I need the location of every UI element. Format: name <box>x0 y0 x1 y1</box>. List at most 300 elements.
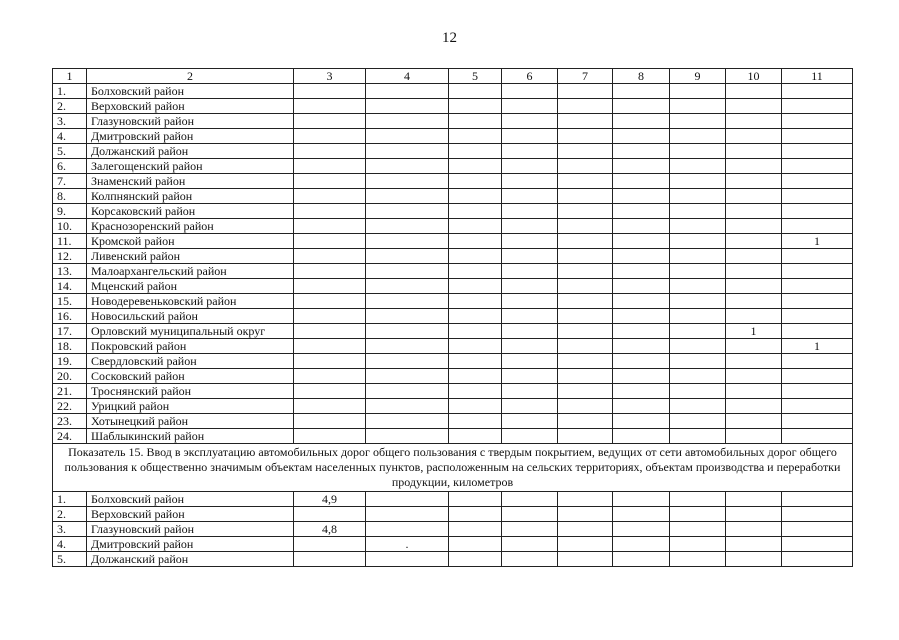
value-cell <box>366 522 449 537</box>
value-cell <box>449 174 502 189</box>
table-row <box>53 429 853 444</box>
value-cell <box>726 414 782 429</box>
value-cell <box>558 204 613 219</box>
row-number: 16. <box>53 309 87 324</box>
value-cell <box>782 204 853 219</box>
value-cell <box>726 174 782 189</box>
row-number: 10. <box>53 219 87 234</box>
value-cell <box>726 264 782 279</box>
value-cell <box>449 234 502 249</box>
value-cell <box>366 249 449 264</box>
value-cell <box>726 84 782 99</box>
value-cell <box>294 249 366 264</box>
value-cell <box>502 492 558 507</box>
value-cell <box>366 354 449 369</box>
value-cell <box>449 522 502 537</box>
value-cell <box>726 537 782 552</box>
row-number: 4. <box>53 129 87 144</box>
district-name: Знаменский район <box>87 174 294 189</box>
table-row <box>53 174 853 189</box>
value-cell <box>294 234 366 249</box>
value-cell <box>613 552 670 567</box>
value-cell <box>726 294 782 309</box>
value-cell <box>294 129 366 144</box>
value-cell <box>613 369 670 384</box>
value-cell <box>782 174 853 189</box>
value-cell <box>670 279 726 294</box>
district-name: Глазуновский район <box>87 114 294 129</box>
value-cell <box>670 429 726 444</box>
value-cell <box>558 369 613 384</box>
value-cell <box>449 492 502 507</box>
value-cell <box>613 339 670 354</box>
row-number: 21. <box>53 384 87 399</box>
value-cell <box>670 414 726 429</box>
value-cell <box>558 552 613 567</box>
value-cell <box>613 99 670 114</box>
value-cell <box>449 537 502 552</box>
value-cell <box>502 294 558 309</box>
value-cell <box>670 249 726 264</box>
value-cell <box>449 507 502 522</box>
value-cell <box>613 144 670 159</box>
value-cell <box>558 279 613 294</box>
value-cell <box>613 159 670 174</box>
district-name: Верховский район <box>87 99 294 114</box>
value-cell <box>726 339 782 354</box>
value-cell <box>558 174 613 189</box>
district-name: Сосковский район <box>87 369 294 384</box>
value-cell <box>726 159 782 174</box>
district-name: Корсаковский район <box>87 204 294 219</box>
data-table <box>52 68 853 567</box>
value-cell <box>294 324 366 339</box>
value-cell <box>613 354 670 369</box>
value-cell <box>449 369 502 384</box>
value-cell <box>366 159 449 174</box>
value-cell <box>782 99 853 114</box>
row-number: 2. <box>53 507 87 522</box>
row-number: 14. <box>53 279 87 294</box>
value-cell <box>558 219 613 234</box>
value-cell <box>294 537 366 552</box>
value-cell <box>670 324 726 339</box>
value-cell <box>782 249 853 264</box>
value-cell <box>613 129 670 144</box>
table-row <box>53 414 853 429</box>
district-name: Малоархангельский район <box>87 264 294 279</box>
value-cell <box>558 399 613 414</box>
value-cell <box>294 369 366 384</box>
value-cell <box>366 552 449 567</box>
district-name: Троснянский район <box>87 384 294 399</box>
row-number: 22. <box>53 399 87 414</box>
value-cell <box>670 369 726 384</box>
value-cell: 1 <box>782 234 853 249</box>
value-cell <box>366 294 449 309</box>
value-cell <box>782 522 853 537</box>
value-cell: 1 <box>726 324 782 339</box>
value-cell <box>613 249 670 264</box>
value-cell <box>558 99 613 114</box>
row-number: 11. <box>53 234 87 249</box>
row-number: 4. <box>53 537 87 552</box>
row-number: 19. <box>53 354 87 369</box>
value-cell <box>613 414 670 429</box>
value-cell <box>294 507 366 522</box>
value-cell <box>613 309 670 324</box>
column-number: 10 <box>726 69 782 84</box>
section-title: Показатель 15. Ввод в эксплуатацию автомобильных дорог общего пользования с твердым покрытием, ведущих от сети автомобильных дорог общего пользования к общественно значимым объектам населенных пунктов, расположенным на сельских территориях, объектам производства и переработки продукции, километров <box>53 444 853 492</box>
value-cell <box>502 84 558 99</box>
district-name: Краснозоренский район <box>87 219 294 234</box>
value-cell <box>782 429 853 444</box>
column-number: 8 <box>613 69 670 84</box>
value-cell <box>449 144 502 159</box>
value-cell <box>449 249 502 264</box>
row-number: 15. <box>53 294 87 309</box>
value-cell <box>502 264 558 279</box>
value-cell <box>670 189 726 204</box>
value-cell <box>782 159 853 174</box>
value-cell <box>502 369 558 384</box>
table-row <box>53 99 853 114</box>
row-number: 24. <box>53 429 87 444</box>
value-cell <box>366 219 449 234</box>
district-name: Хотынецкий район <box>87 414 294 429</box>
district-name: Свердловский район <box>87 354 294 369</box>
value-cell <box>782 294 853 309</box>
value-cell <box>294 294 366 309</box>
row-number: 20. <box>53 369 87 384</box>
value-cell <box>726 492 782 507</box>
value-cell <box>613 429 670 444</box>
value-cell <box>782 114 853 129</box>
district-name: Новодеревеньковский район <box>87 294 294 309</box>
value-cell <box>670 204 726 219</box>
value-cell <box>294 552 366 567</box>
value-cell <box>558 507 613 522</box>
value-cell <box>670 537 726 552</box>
value-cell <box>294 264 366 279</box>
value-cell <box>613 324 670 339</box>
value-cell <box>294 399 366 414</box>
district-name: Новосильский район <box>87 309 294 324</box>
value-cell <box>366 309 449 324</box>
value-cell <box>502 279 558 294</box>
value-cell <box>670 309 726 324</box>
value-cell <box>502 99 558 114</box>
value-cell <box>502 354 558 369</box>
value-cell <box>294 429 366 444</box>
value-cell <box>613 264 670 279</box>
row-number: 18. <box>53 339 87 354</box>
district-name: Верховский район <box>87 507 294 522</box>
value-cell <box>726 399 782 414</box>
value-cell <box>613 234 670 249</box>
value-cell <box>294 114 366 129</box>
value-cell <box>366 384 449 399</box>
value-cell <box>726 369 782 384</box>
value-cell <box>726 429 782 444</box>
value-cell <box>670 129 726 144</box>
value-cell <box>613 507 670 522</box>
value-cell <box>502 339 558 354</box>
value-cell <box>782 189 853 204</box>
value-cell <box>782 84 853 99</box>
district-name: Дмитровский район <box>87 537 294 552</box>
value-cell <box>726 204 782 219</box>
district-name: Должанский район <box>87 552 294 567</box>
value-cell <box>613 522 670 537</box>
value-cell <box>726 129 782 144</box>
value-cell <box>558 189 613 204</box>
table-row <box>53 384 853 399</box>
value-cell <box>449 219 502 234</box>
value-cell <box>613 204 670 219</box>
district-name: Болховский район <box>87 84 294 99</box>
district-name: Орловский муниципальный округ <box>87 324 294 339</box>
district-name: Шаблыкинский район <box>87 429 294 444</box>
value-cell <box>366 429 449 444</box>
value-cell <box>449 354 502 369</box>
value-cell <box>726 384 782 399</box>
value-cell <box>670 552 726 567</box>
value-cell <box>449 552 502 567</box>
value-cell <box>449 429 502 444</box>
value-cell <box>558 129 613 144</box>
value-cell: 1 <box>782 339 853 354</box>
value-cell <box>670 339 726 354</box>
value-cell <box>670 399 726 414</box>
value-cell <box>613 294 670 309</box>
value-cell <box>294 279 366 294</box>
value-cell <box>502 537 558 552</box>
table-row <box>53 309 853 324</box>
value-cell <box>670 84 726 99</box>
value-cell <box>782 264 853 279</box>
value-cell <box>782 309 853 324</box>
table-row <box>53 354 853 369</box>
value-cell <box>502 309 558 324</box>
value-cell <box>558 429 613 444</box>
value-cell <box>670 492 726 507</box>
value-cell <box>558 159 613 174</box>
value-cell <box>502 552 558 567</box>
value-cell <box>449 414 502 429</box>
district-name: Болховский район <box>87 492 294 507</box>
value-cell <box>670 384 726 399</box>
value-cell <box>670 174 726 189</box>
value-cell <box>782 384 853 399</box>
value-cell <box>558 414 613 429</box>
value-cell <box>613 384 670 399</box>
table-row <box>53 219 853 234</box>
value-cell <box>613 537 670 552</box>
value-cell <box>726 354 782 369</box>
value-cell <box>613 279 670 294</box>
value-cell <box>449 324 502 339</box>
value-cell <box>366 114 449 129</box>
row-number: 1. <box>53 492 87 507</box>
value-cell <box>558 84 613 99</box>
value-cell <box>726 522 782 537</box>
value-cell <box>502 399 558 414</box>
table-row <box>53 249 853 264</box>
value-cell <box>670 234 726 249</box>
value-cell <box>366 204 449 219</box>
value-cell <box>670 144 726 159</box>
value-cell <box>449 204 502 219</box>
table-row <box>53 159 853 174</box>
row-number: 1. <box>53 84 87 99</box>
value-cell <box>782 144 853 159</box>
column-number: 3 <box>294 69 366 84</box>
value-cell <box>558 144 613 159</box>
column-number: 9 <box>670 69 726 84</box>
value-cell <box>366 339 449 354</box>
value-cell <box>502 129 558 144</box>
value-cell <box>726 279 782 294</box>
row-number: 9. <box>53 204 87 219</box>
table-row <box>53 144 853 159</box>
table-row <box>53 552 853 567</box>
value-cell <box>449 129 502 144</box>
value-cell <box>294 174 366 189</box>
value-cell <box>613 219 670 234</box>
value-cell <box>449 189 502 204</box>
value-cell <box>366 507 449 522</box>
table-row <box>53 189 853 204</box>
value-cell <box>726 507 782 522</box>
value-cell <box>670 354 726 369</box>
value-cell <box>502 507 558 522</box>
value-cell <box>366 174 449 189</box>
value-cell <box>782 219 853 234</box>
value-cell <box>502 159 558 174</box>
value-cell <box>366 279 449 294</box>
row-number: 5. <box>53 144 87 159</box>
value-cell <box>558 537 613 552</box>
value-cell <box>449 309 502 324</box>
value-cell <box>670 114 726 129</box>
value-cell <box>366 99 449 114</box>
value-cell <box>294 339 366 354</box>
value-cell <box>449 99 502 114</box>
value-cell <box>294 384 366 399</box>
value-cell <box>502 384 558 399</box>
value-cell <box>558 114 613 129</box>
district-name: Урицкий район <box>87 399 294 414</box>
row-number: 12. <box>53 249 87 264</box>
value-cell <box>294 204 366 219</box>
row-number: 17. <box>53 324 87 339</box>
value-cell <box>558 522 613 537</box>
column-number-row <box>53 69 853 84</box>
table-row <box>53 399 853 414</box>
value-cell <box>670 99 726 114</box>
value-cell <box>502 429 558 444</box>
value-cell <box>502 219 558 234</box>
value-cell <box>726 309 782 324</box>
table-row <box>53 264 853 279</box>
value-cell <box>449 84 502 99</box>
value-cell <box>726 552 782 567</box>
value-cell <box>366 399 449 414</box>
row-number: 13. <box>53 264 87 279</box>
value-cell <box>449 384 502 399</box>
value-cell <box>366 84 449 99</box>
table-row <box>53 234 853 249</box>
table-row <box>53 537 853 552</box>
district-name: Мценский район <box>87 279 294 294</box>
table-row <box>53 324 853 339</box>
value-cell: . <box>366 537 449 552</box>
table-row <box>53 294 853 309</box>
value-cell <box>294 84 366 99</box>
value-cell <box>782 354 853 369</box>
column-number: 6 <box>502 69 558 84</box>
value-cell: 4,9 <box>294 492 366 507</box>
value-cell <box>558 492 613 507</box>
value-cell <box>726 99 782 114</box>
page-number: 12 <box>442 30 457 46</box>
value-cell <box>558 309 613 324</box>
value-cell <box>502 234 558 249</box>
value-cell <box>782 414 853 429</box>
value-cell <box>294 189 366 204</box>
value-cell <box>502 522 558 537</box>
value-cell <box>366 492 449 507</box>
value-cell <box>670 522 726 537</box>
table-row <box>53 339 853 354</box>
row-number: 6. <box>53 159 87 174</box>
value-cell <box>726 219 782 234</box>
district-name: Ливенский район <box>87 249 294 264</box>
row-number: 2. <box>53 99 87 114</box>
value-cell <box>613 189 670 204</box>
value-cell <box>558 294 613 309</box>
value-cell <box>294 99 366 114</box>
value-cell <box>449 159 502 174</box>
value-cell <box>558 234 613 249</box>
value-cell <box>502 189 558 204</box>
value-cell <box>366 414 449 429</box>
value-cell <box>502 204 558 219</box>
column-number: 5 <box>449 69 502 84</box>
column-number: 11 <box>782 69 853 84</box>
row-number: 3. <box>53 522 87 537</box>
section-header-row <box>53 444 853 492</box>
value-cell <box>670 264 726 279</box>
value-cell <box>366 234 449 249</box>
value-cell <box>366 144 449 159</box>
value-cell <box>366 264 449 279</box>
row-number: 5. <box>53 552 87 567</box>
column-number: 1 <box>53 69 87 84</box>
value-cell <box>449 279 502 294</box>
value-cell <box>294 309 366 324</box>
district-name: Кромской район <box>87 234 294 249</box>
value-cell <box>366 129 449 144</box>
value-cell <box>558 354 613 369</box>
value-cell <box>558 324 613 339</box>
value-cell <box>294 354 366 369</box>
value-cell <box>782 279 853 294</box>
table-row <box>53 84 853 99</box>
table-row <box>53 492 853 507</box>
value-cell <box>558 249 613 264</box>
